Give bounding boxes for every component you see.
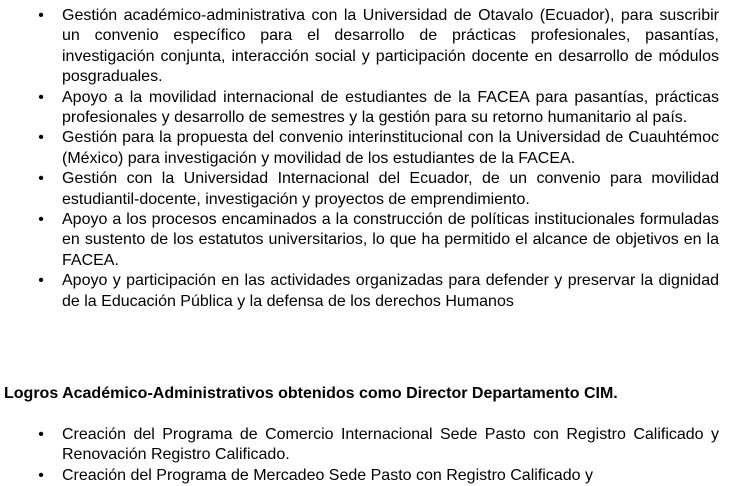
- bullet-icon: •: [38, 170, 44, 188]
- list-item: [0, 210, 741, 271]
- bullet-icon: •: [38, 211, 44, 229]
- list-item-text: Gestión para la propuesta del convenio interinstitucional con la Universidad de Cuauhtémoc (México) para investigación y movilidad de los estudiantes de la FACEA.: [62, 129, 719, 167]
- list-item-text: Gestión con la Universidad Internacional del Ecuador, de un convenio para movilidad estudiantil-docente, investigación y proyectos de emprendimiento.: [62, 170, 719, 208]
- list-item: [0, 169, 741, 210]
- list-item-text: Creación del Programa de Mercadeo Sede Pasto con Registro Calificado y: [62, 466, 593, 484]
- list-item-text: Creación del Programa de Comercio Internacional Sede Pasto con Registro Calificado y Renovación Registro Calificado.: [62, 426, 719, 464]
- bullet-icon: •: [38, 426, 44, 443]
- list-item-text: Apoyo a la movilidad internacional de estudiantes de la FACEA para pasantías, prácticas profesionales y desarrollo de semestres y la gestión para su retorno humanitario al país.: [62, 88, 719, 127]
- bullet-icon: •: [38, 7, 44, 24]
- bullet-icon: •: [38, 88, 44, 106]
- list-item-text: Gestión académico-administrativa con la Universidad de Otavalo (Ecuador), para suscribir un convenio específico para el desarrollo de prácticas profesionales, pasantías, investigación conjunta, interacción social y participación docente en desarrollo de módulos posgraduales.: [62, 7, 719, 86]
- list-item: [0, 425, 741, 466]
- list-item: [0, 6, 741, 88]
- section-heading: Logros Académico-Administrativos obtenidos como Director Departamento CIM.: [4, 385, 618, 402]
- list-item-text: Apoyo y participación en las actividades organizadas para defender y preservar la dignidad de la Educación Pública y la defensa de los derechos Humanos: [62, 272, 719, 310]
- list-item: [0, 128, 741, 169]
- list-item: [0, 466, 741, 486]
- bullet-icon: •: [38, 129, 44, 147]
- bullet-icon: •: [38, 272, 44, 290]
- list-item: [0, 271, 741, 312]
- cim-achievements-list: [0, 425, 741, 486]
- achievements-list: [0, 6, 741, 312]
- list-item-text: Apoyo a los procesos encaminados a la construcción de políticas institucionales formuladas en sustento de los estatutos universitarios, lo que ha permitido el alcance de objetivos en la FACEA.: [62, 211, 719, 269]
- bullet-icon: •: [38, 466, 44, 484]
- list-item: [0, 88, 741, 129]
